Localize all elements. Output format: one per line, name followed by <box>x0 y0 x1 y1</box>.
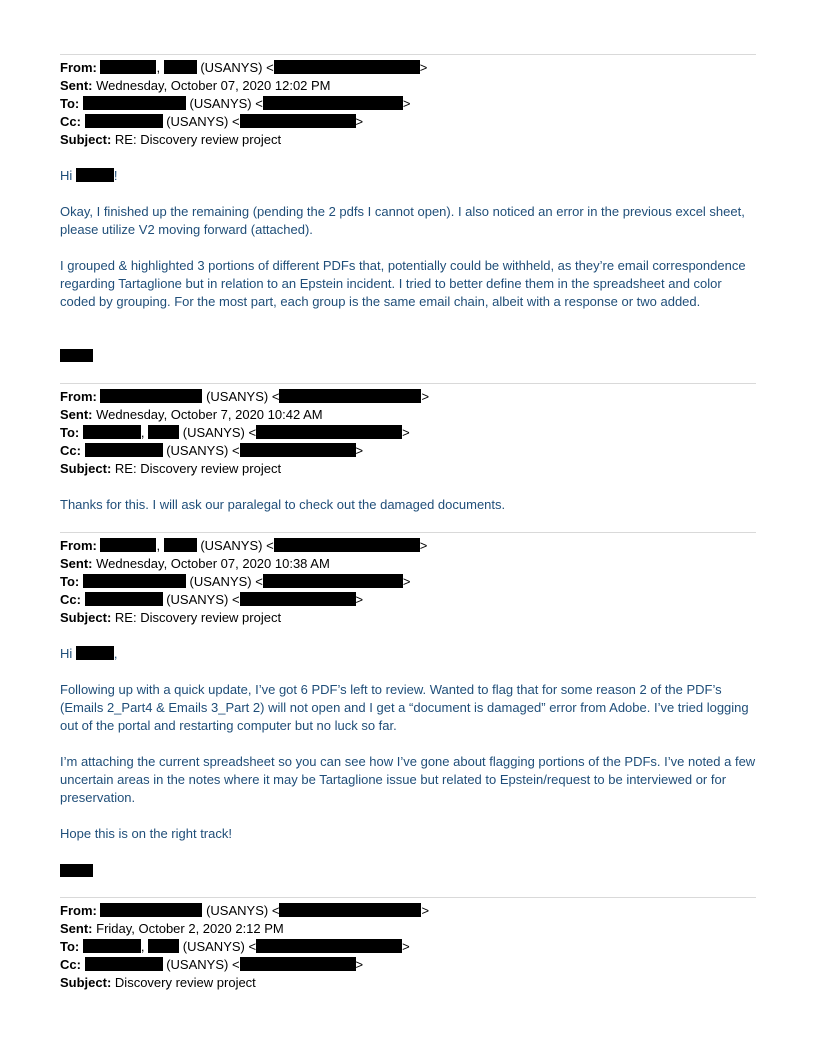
redacted-block <box>85 443 163 457</box>
greeting-text: Hi <box>60 168 73 183</box>
sent-label: Sent: <box>60 921 93 936</box>
comma: , <box>140 939 145 954</box>
redacted-email <box>240 592 356 606</box>
subject-label: Subject: <box>60 610 112 625</box>
redacted-block <box>100 389 202 403</box>
email-header <box>60 537 427 627</box>
from-line <box>60 537 427 555</box>
redacted-block <box>85 957 163 971</box>
bracket-close: > <box>355 592 364 607</box>
from-label: From: <box>60 389 97 404</box>
paragraph: I’m attaching the current spreadsheet so you can see how I’ve gone about flagging portions of the PDFs. I’ve noted a few uncertain areas in the notes where it may be Tartaglione issue but related to Epstein/request to be interviewed or for preservation. <box>60 754 756 805</box>
email-header <box>60 902 429 992</box>
from-line <box>60 902 429 920</box>
redacted-email <box>279 903 421 917</box>
email-body <box>60 496 756 514</box>
cc-label: Cc: <box>60 592 81 607</box>
from-label: From: <box>60 903 97 918</box>
separator-line <box>60 897 756 898</box>
bracket-close: > <box>402 96 411 111</box>
from-line <box>60 388 429 406</box>
paragraph: Hope this is on the right track! <box>60 826 232 841</box>
bracket-close: > <box>402 939 410 954</box>
paragraph: Thanks for this. I will ask our paralegal to check out the damaged documents. <box>60 497 506 512</box>
redacted-block <box>148 939 179 953</box>
sent-line <box>60 77 427 95</box>
redacted-block <box>83 939 141 953</box>
bracket-close: > <box>419 60 428 75</box>
bracket-close: > <box>355 114 364 129</box>
subject-line <box>60 460 429 478</box>
to-label: To: <box>60 425 80 440</box>
bracket-open: < <box>231 592 240 607</box>
sent-value: Wednesday, October 07, 2020 10:38 AM <box>96 556 330 571</box>
from-line <box>60 59 427 77</box>
redacted-block <box>100 903 202 917</box>
to-line <box>60 573 427 591</box>
bracket-close: > <box>421 903 430 918</box>
redacted-email <box>263 96 403 110</box>
sent-label: Sent: <box>60 556 93 571</box>
subject-label: Subject: <box>60 975 112 990</box>
redacted-block <box>83 574 186 588</box>
cc-label: Cc: <box>60 114 81 129</box>
org-label: (USANYS) <box>182 939 245 954</box>
comma: , <box>156 538 161 553</box>
subject-line <box>60 609 427 627</box>
org-label: (USANYS) <box>166 592 229 607</box>
redacted-block <box>85 592 163 606</box>
bracket-open: < <box>248 939 257 954</box>
cc-line <box>60 113 427 131</box>
to-label: To: <box>60 939 80 954</box>
subject-line <box>60 131 427 149</box>
org-label: (USANYS) <box>200 60 263 75</box>
subject-value: Discovery review project <box>114 975 256 990</box>
redacted-email <box>274 538 420 552</box>
org-label: (USANYS) <box>189 96 252 111</box>
org-label: (USANYS) <box>206 389 269 404</box>
greeting-punct: ! <box>113 168 118 183</box>
paragraph: Following up with a quick update, I’ve got 6 PDF’s left to review. Wanted to flag that for some reason 2 of the PDF’s (Emails 2_Part4 & Emails 3_Part 2) will not open and I get a “document is damaged” error from Adobe. I’ve tried logging out of the portal and restarting computer but no luck so far. <box>60 682 749 733</box>
comma: , <box>140 425 145 440</box>
redacted-email <box>263 574 403 588</box>
subject-line <box>60 974 429 992</box>
paragraph: Okay, I finished up the remaining (pending the 2 pdfs I cannot open). I also noticed an error in the previous excel sheet, please utilize V2 moving forward (attached). <box>60 204 745 237</box>
bracket-open: < <box>255 96 263 111</box>
redacted-block <box>83 425 141 439</box>
comma: , <box>156 60 161 75</box>
redacted-email <box>279 389 421 403</box>
sent-value: Wednesday, October 07, 2020 12:02 PM <box>96 78 331 93</box>
cc-label: Cc: <box>60 957 81 972</box>
redacted-email <box>256 939 402 953</box>
redacted-name <box>76 168 114 182</box>
bracket-open: < <box>248 425 257 440</box>
to-label: To: <box>60 574 80 589</box>
bracket-close: > <box>402 425 410 440</box>
bracket-open: < <box>255 574 263 589</box>
sent-line <box>60 920 429 938</box>
greeting <box>60 167 756 185</box>
to-line <box>60 424 429 442</box>
sent-line <box>60 555 427 573</box>
org-label: (USANYS) <box>166 957 229 972</box>
org-label: (USANYS) <box>166 114 229 129</box>
sent-value: Wednesday, October 7, 2020 10:42 AM <box>96 407 323 422</box>
greeting-text: Hi <box>60 646 73 661</box>
email-body <box>60 167 756 311</box>
from-label: From: <box>60 60 97 75</box>
redacted-block <box>85 114 163 128</box>
org-label: (USANYS) <box>206 903 269 918</box>
org-label: (USANYS) <box>189 574 252 589</box>
redacted-email <box>274 60 420 74</box>
redacted-name <box>76 646 114 660</box>
cc-label: Cc: <box>60 443 81 458</box>
bracket-close: > <box>419 538 428 553</box>
redacted-email <box>256 425 402 439</box>
to-line <box>60 938 429 956</box>
subject-label: Subject: <box>60 461 112 476</box>
redacted-block <box>100 60 156 74</box>
subject-value: RE: Discovery review project <box>114 461 282 476</box>
separator-line <box>60 532 756 533</box>
sent-label: Sent: <box>60 78 93 93</box>
org-label: (USANYS) <box>166 443 229 458</box>
bracket-open: < <box>266 538 274 553</box>
sent-value: Friday, October 2, 2020 2:12 PM <box>96 921 284 936</box>
subject-value: RE: Discovery review project <box>114 132 282 147</box>
subject-label: Subject: <box>60 132 112 147</box>
bracket-close: > <box>355 957 364 972</box>
redacted-block <box>83 96 186 110</box>
to-label: To: <box>60 96 80 111</box>
bracket-close: > <box>421 389 430 404</box>
greeting-punct: , <box>113 646 118 661</box>
subject-value: RE: Discovery review project <box>114 610 282 625</box>
sent-label: Sent: <box>60 407 93 422</box>
redacted-email <box>240 114 356 128</box>
greeting <box>60 645 756 663</box>
redacted-signature <box>60 349 93 362</box>
email-body <box>60 645 756 843</box>
redacted-block <box>100 538 156 552</box>
sent-line <box>60 406 429 424</box>
to-line <box>60 95 427 113</box>
redacted-block <box>164 60 197 74</box>
bracket-open: < <box>271 389 280 404</box>
redacted-block <box>164 538 197 552</box>
redacted-block <box>148 425 179 439</box>
bracket-open: < <box>231 957 240 972</box>
redacted-email <box>240 957 356 971</box>
separator-line <box>60 383 756 384</box>
separator-line <box>60 54 756 55</box>
bracket-open: < <box>231 443 240 458</box>
bracket-open: < <box>266 60 274 75</box>
from-label: From: <box>60 538 97 553</box>
email-header <box>60 59 427 149</box>
cc-line <box>60 591 427 609</box>
paragraph: I grouped & highlighted 3 portions of different PDFs that, potentially could be withheld, as they’re email correspondence regarding Tartaglione but in relation to an Epstein incident. I tried to better define them in the spreadsheet and color coded by grouping. For the most part, each group is the same email chain, albeit with a response or two added. <box>60 258 746 309</box>
bracket-close: > <box>402 574 411 589</box>
org-label: (USANYS) <box>200 538 263 553</box>
bracket-open: < <box>231 114 240 129</box>
email-header <box>60 388 429 478</box>
redacted-email <box>240 443 356 457</box>
cc-line <box>60 442 429 460</box>
redacted-signature <box>60 864 93 877</box>
org-label: (USANYS) <box>182 425 245 440</box>
cc-line <box>60 956 429 974</box>
bracket-open: < <box>271 903 280 918</box>
bracket-close: > <box>355 443 364 458</box>
